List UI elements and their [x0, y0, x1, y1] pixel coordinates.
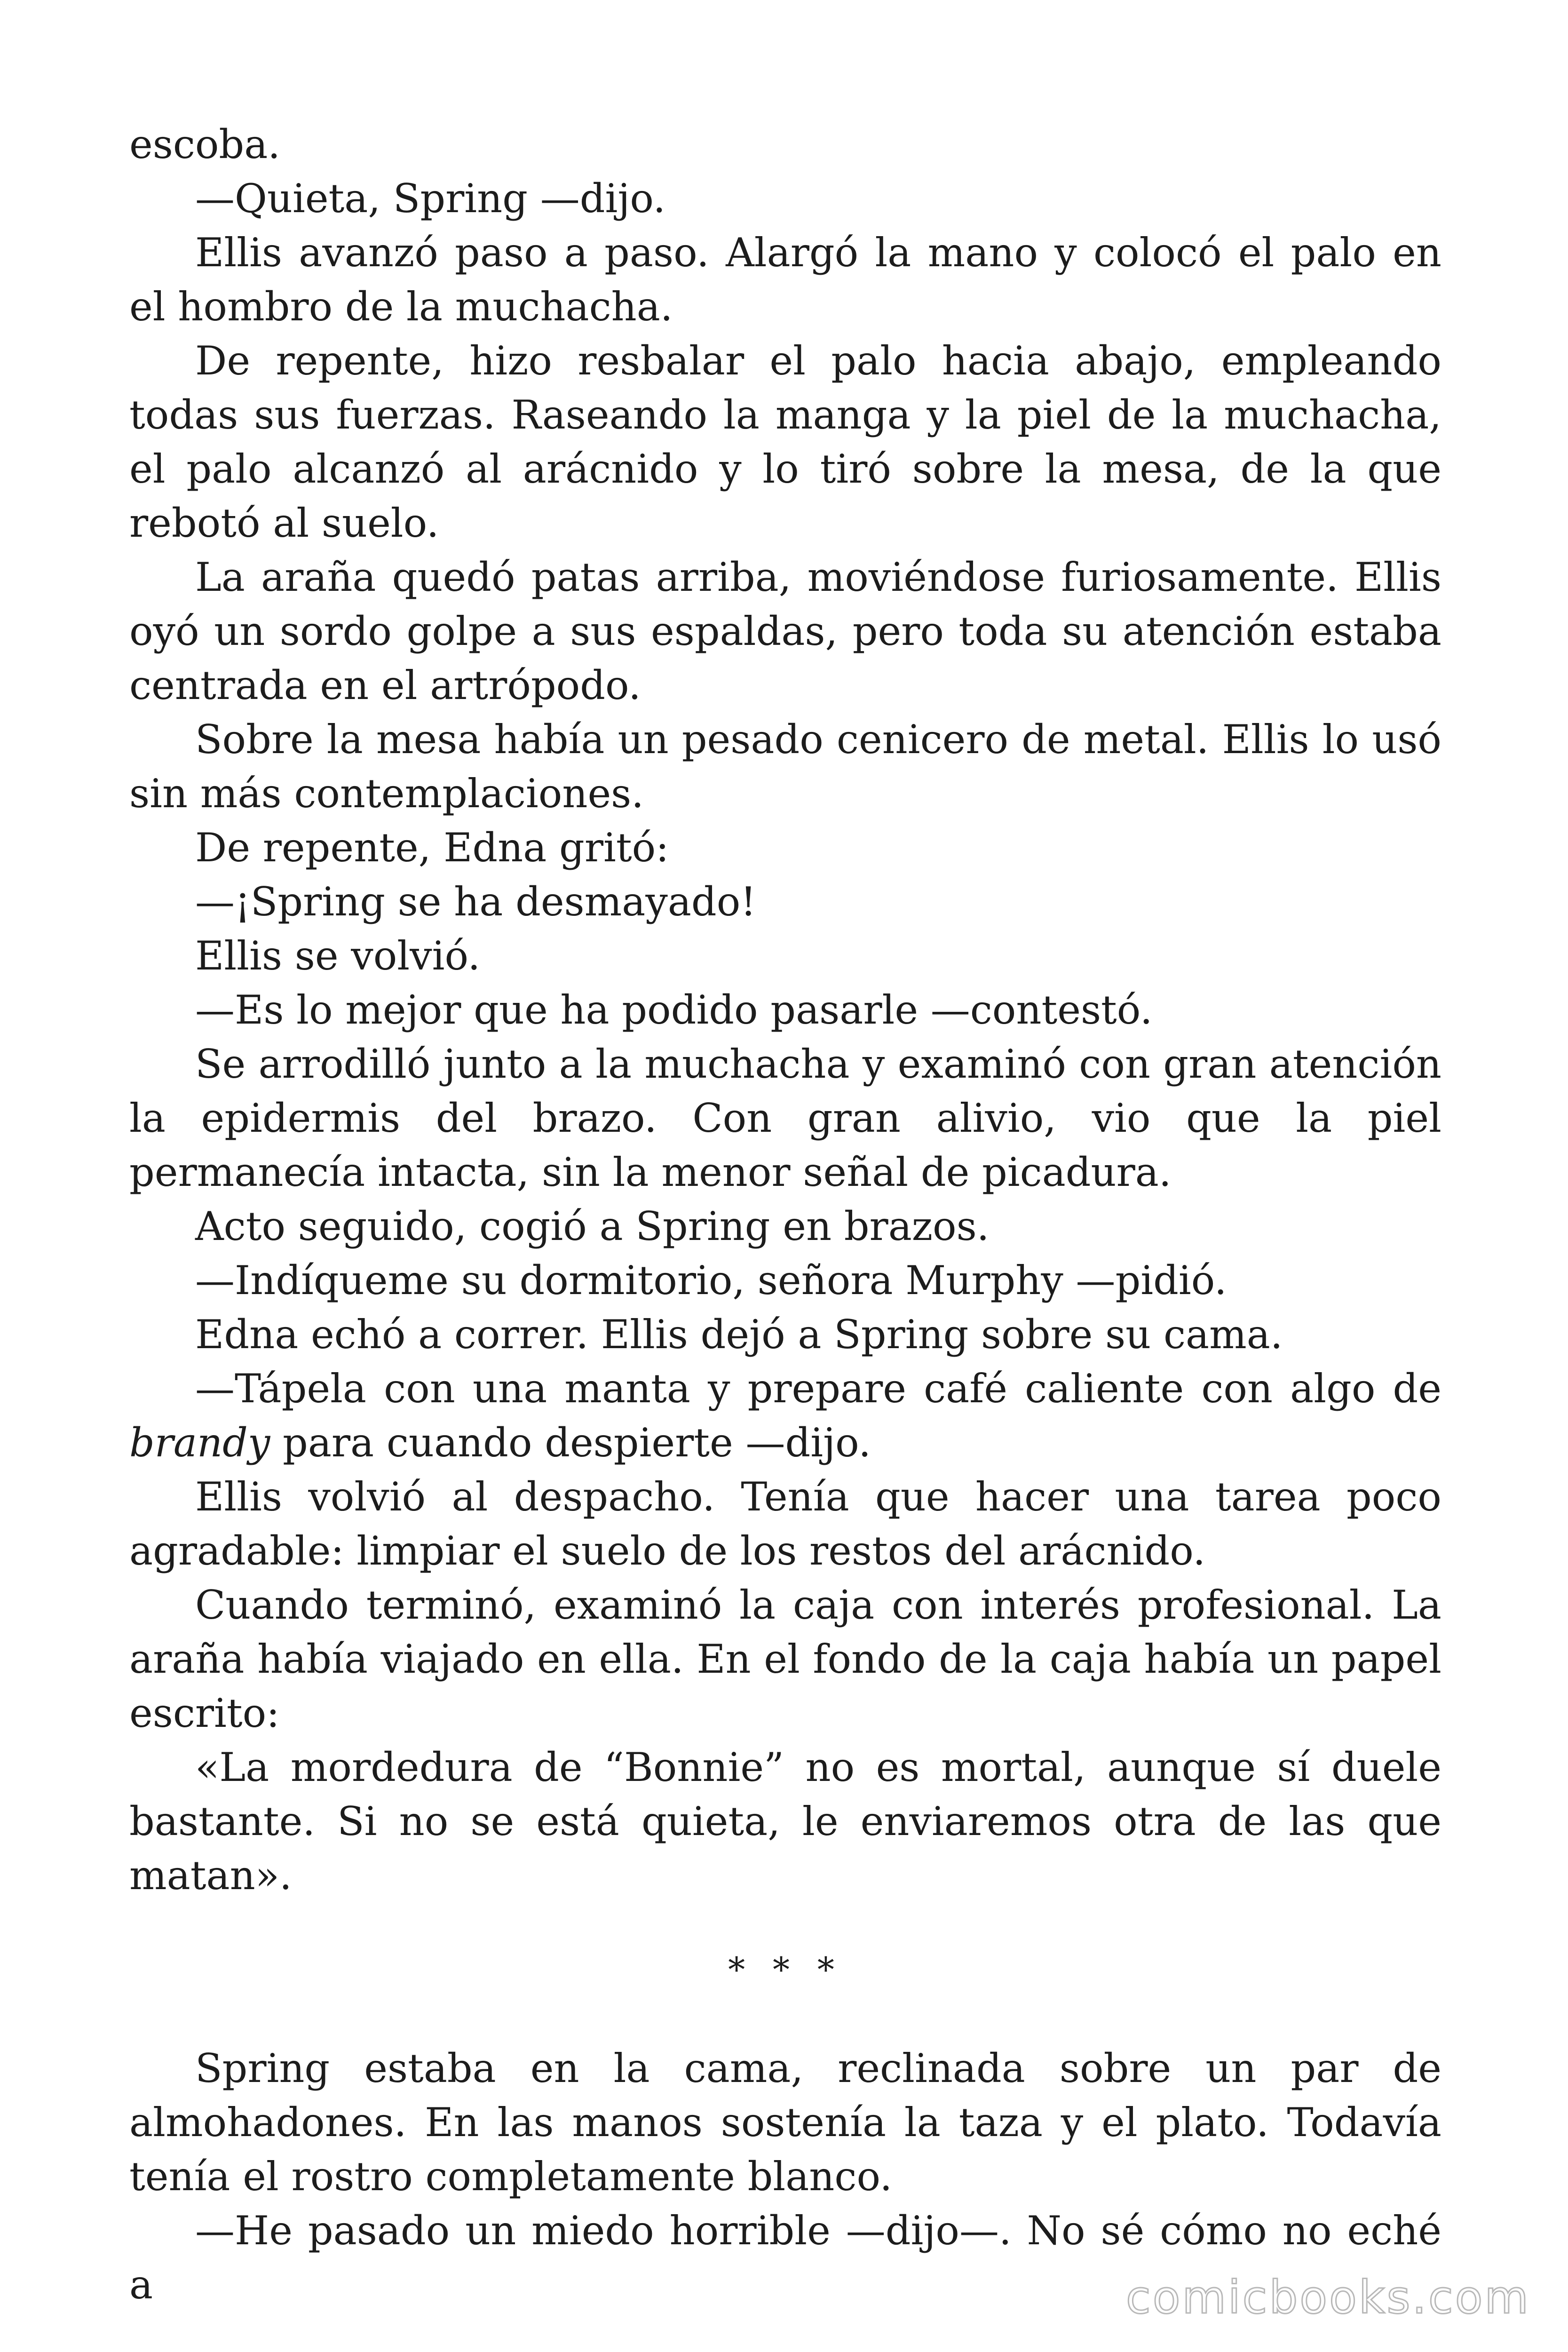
paragraph: La araña quedó patas arriba, moviéndose furiosamente. Ellis oyó un sordo golpe a sus espaldas, pero toda su atención estaba centrada en el artrópodo. — [129, 554, 1441, 708]
brandy-italic-word: brandy — [129, 1420, 270, 1466]
paragraph: escoba. — [129, 121, 280, 167]
paragraph: —Quieta, Spring —dijo. — [195, 175, 666, 222]
paragraph: Edna echó a correr. Ellis dejó a Spring sobre su cama. — [195, 1311, 1283, 1358]
paragraph: Sobre la mesa había un pesado cenicero de metal. Ellis lo usó sin más contemplaciones. — [129, 716, 1441, 817]
book-page — [129, 118, 1441, 2312]
paragraph: Ellis volvió al despacho. Tenía que hacer una tarea poco agradable: limpiar el suelo de los restos del arácnido. — [129, 1474, 1441, 1574]
paragraph: —¡Spring se ha desmayado! — [195, 879, 757, 925]
paragraph: Ellis avanzó paso a paso. Alargó la mano y colocó el palo en el hombro de la muchacha. — [129, 230, 1441, 330]
paragraph: Cuando terminó, examinó la caja con interés profesional. La araña había viajado en ella. En el fondo de la caja había un papel escrito: — [129, 1582, 1441, 1736]
paragraph: De repente, hizo resbalar el palo hacia abajo, empleando todas sus fuerzas. Raseando la manga y la piel de la muchacha, el palo alcanzó al arácnido y lo tiró sobre la mesa, de la que rebotó al suelo. — [129, 338, 1441, 546]
paragraph: De repente, Edna gritó: — [195, 825, 669, 871]
paragraph-brandy — [129, 1362, 1441, 1470]
brandy-text-before: —Tápela con una manta y prepare café caliente con algo de — [195, 1366, 1441, 1412]
paragraph: —He pasado un miedo horrible —dijo—. No sé cómo no eché a — [129, 2208, 1441, 2308]
scene-separator: * * * — [728, 1950, 843, 1989]
brandy-text-after: para cuando despierte —dijo. — [270, 1420, 871, 1466]
paragraph: «La mordedura de “Bonnie” no es mortal, aunque sí duele bastante. Si no se está quieta, le enviaremos otra de las que matan». — [129, 1744, 1441, 1899]
paragraph: Se arrodilló junto a la muchacha y examinó con gran atención la epidermis del brazo. Con gran alivio, vio que la piel permanecía intacta, sin la menor señal de picadura. — [129, 1041, 1441, 1195]
watermark-logo: comicbooks.com — [1125, 2271, 1530, 2324]
paragraph: Ellis se volvió. — [195, 933, 481, 979]
paragraph: —Es lo mejor que ha podido pasarle —contestó. — [195, 987, 1153, 1033]
paragraph: —Indíqueme su dormitorio, señora Murphy —pidió. — [195, 1257, 1227, 1303]
paragraph: Acto seguido, cogió a Spring en brazos. — [195, 1203, 990, 1249]
paragraph: Spring estaba en la cama, reclinada sobre un par de almohadones. En las manos sostenía la taza y el plato. Todavía tenía el rostro completamente blanco. — [129, 2045, 1441, 2200]
